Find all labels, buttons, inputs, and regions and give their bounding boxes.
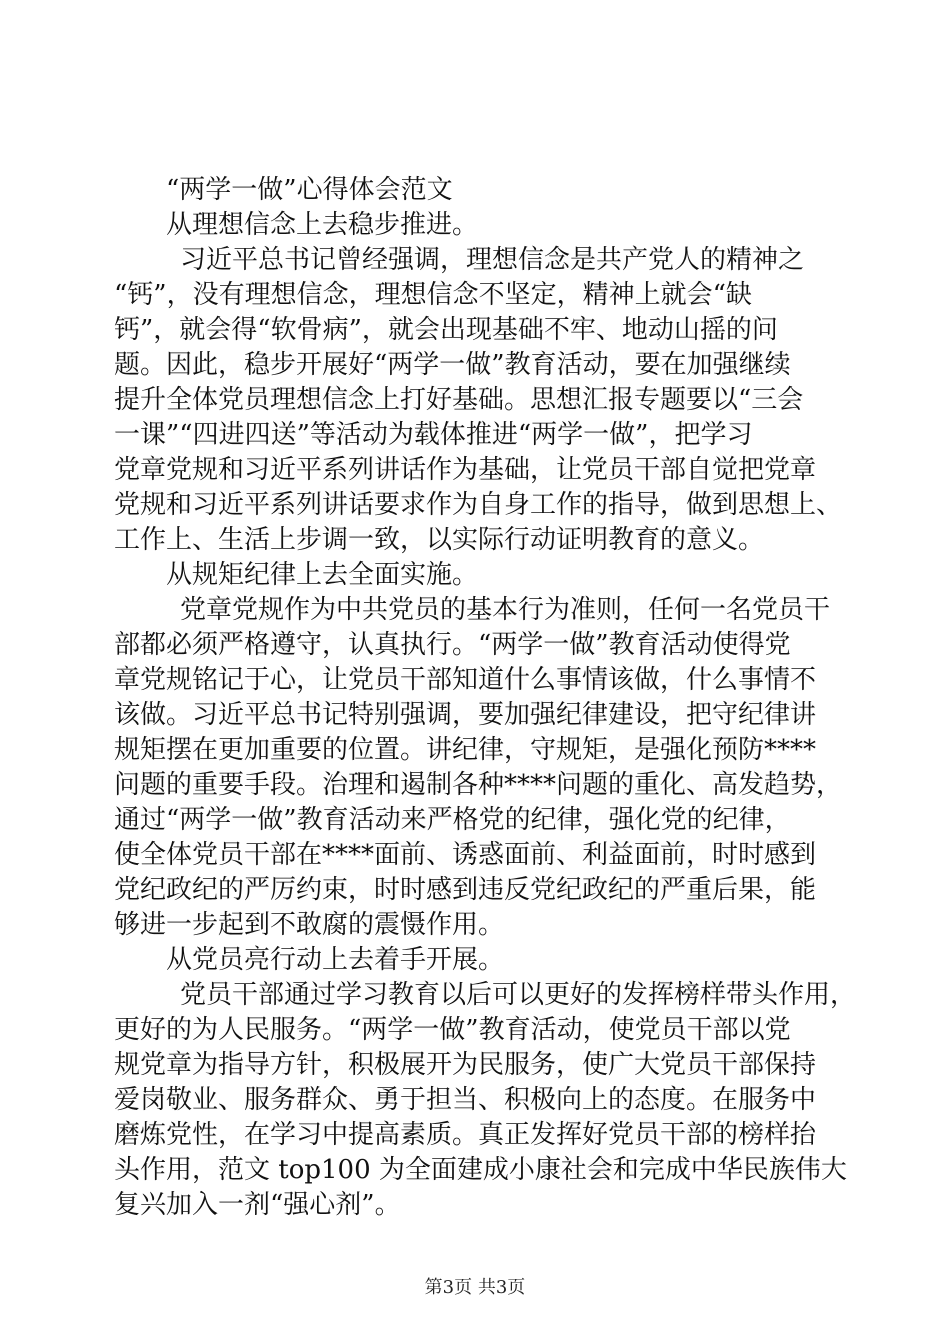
paragraph-line: 章党规铭记于心，让党员干部知道什么事情该做，什么事情不 — [114, 665, 817, 695]
paragraph-line: 提升全体党员理想信念上打好基础。思想汇报专题要以“三会 — [114, 385, 804, 415]
paragraph-line: 党规和习近平系列讲话要求作为自身工作的指导，做到思想上、 — [114, 490, 843, 520]
paragraph-line: 规党章为指导方针，积极展开为民服务，使广大党员干部保持 — [114, 1050, 817, 1080]
paragraph-line: 够进一步起到不敢腐的震慑作用。 — [114, 910, 505, 940]
document-body — [114, 173, 857, 1223]
paragraph-line: 题。因此，稳步开展好“两学一做”教育活动，要在加强继续 — [114, 350, 791, 380]
paragraph-line: 钙”，就会得“软骨病”，就会出现基础不牢、地动山摇的问 — [114, 315, 778, 345]
paragraph-line: 磨炼党性，在学习中提高素质。真正发挥好党员干部的榜样抬 — [114, 1120, 817, 1150]
document-title: “两学一做”心得体会范文 — [166, 175, 453, 205]
paragraph-line: 习近平总书记曾经强调，理想信念是共产党人的精神之 — [180, 245, 805, 275]
paragraph-line: 一课”“四进四送”等活动为载体推进“两学一做”，把学习 — [114, 420, 753, 450]
paragraph-line: 党章党规作为中共党员的基本行为准则，任何一名党员干 — [180, 595, 831, 625]
paragraph-line: 部都必须严格遵守，认真执行。“两学一做”教育活动使得党 — [114, 630, 791, 660]
paragraph-line: 该做。习近平总书记特别强调，要加强纪律建设，把守纪律讲 — [114, 700, 817, 730]
section-heading: 从规矩纪律上去全面实施。 — [166, 560, 479, 590]
paragraph-line: 党章党规和习近平系列讲话作为基础，让党员干部自觉把党章 — [114, 455, 817, 485]
paragraph-line: 问题的重要手段。治理和遏制各种****问题的重化、高发趋势， — [114, 770, 843, 800]
paragraph-line: 规矩摆在更加重要的位置。讲纪律，守规矩，是强化预防**** — [114, 735, 817, 765]
paragraph-line: 通过“两学一做”教育活动来严格党的纪律，强化党的纪律， — [114, 805, 791, 835]
paragraph-line: 头作用，范文 top100 为全面建成小康社会和完成中华民族伟大 — [114, 1155, 847, 1185]
paragraph-line: 党员干部通过学习教育以后可以更好的发挥榜样带头作用， — [180, 980, 857, 1010]
page-footer — [0, 1276, 950, 1300]
paragraph-line: 工作上、生活上步调一致，以实际行动证明教育的意义。 — [114, 525, 765, 555]
section-heading: 从党员亮行动上去着手开展。 — [166, 945, 505, 975]
paragraph-line: 更好的为人民服务。“两学一做”教育活动，使党员干部以党 — [114, 1015, 791, 1045]
page-number-label: 第3页 共3页 — [424, 1277, 526, 1298]
paragraph-line: 爱岗敬业、服务群众、勇于担当、积极向上的态度。在服务中 — [114, 1085, 817, 1115]
paragraph-line: “钙”，没有理想信念，理想信念不坚定，精神上就会“缺 — [114, 280, 752, 310]
paragraph-line: 使全体党员干部在****面前、诱惑面前、利益面前，时时感到 — [114, 840, 817, 870]
paragraph-line: 党纪政纪的严厉约束，时时感到违反党纪政纪的严重后果，能 — [114, 875, 817, 905]
paragraph-line: 复兴加入一剂“强心剂”。 — [114, 1190, 401, 1220]
section-heading: 从理想信念上去稳步推进。 — [166, 210, 479, 240]
